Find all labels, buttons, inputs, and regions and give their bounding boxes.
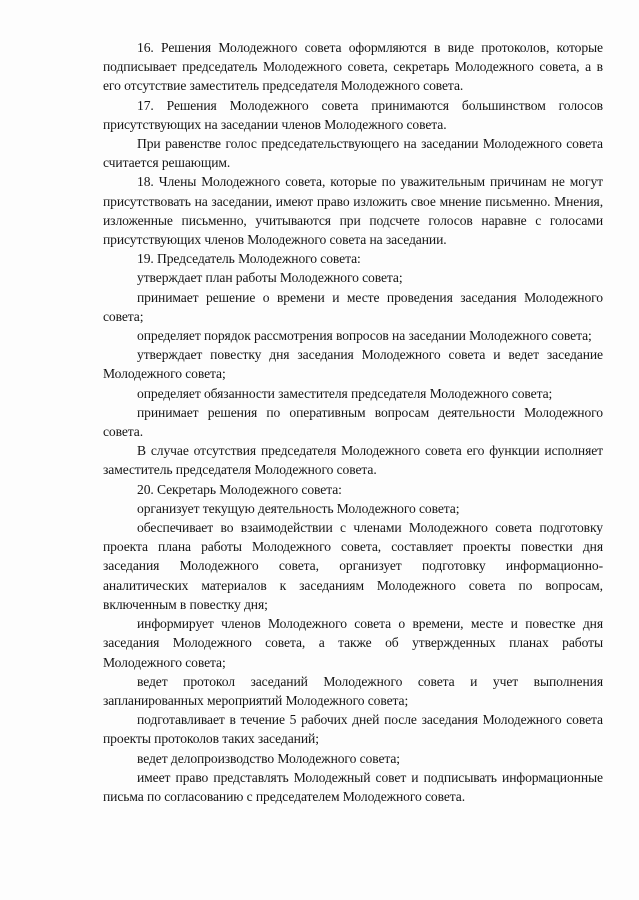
chairman-duty-2: принимает решение о времени и месте проведения заседания Молодежного совета; [103,289,603,324]
paragraph-17-tie-vote: При равенстве голос председательствующего на заседании Молодежного совета считается решающим. [103,136,603,171]
secretary-duty-6: ведет делопроизводство Молодежного совета; [137,750,400,766]
document-body [103,38,603,806]
secretary-duty-1: организует текущую деятельность Молодежного совета; [137,500,460,516]
chairman-duty-5: определяет обязанности заместителя председателя Молодежного совета; [137,385,553,401]
chairman-duty-4: утверждает повестку дня заседания Молодежного совета и ведет заседание Молодежного совета; [103,347,603,382]
chairman-duty-3: определяет порядок рассмотрения вопросов на заседании Молодежного совета; [137,328,592,344]
secretary-duty-3: информирует членов Молодежного совета о времени, месте и повестке дня заседания Молодежного совета, а также об утвержденных планах работы Молодежного совета; [103,616,603,670]
secretary-duty-2: обеспечивает во взаимодействии с членами Молодежного совета подготовку проекта плана работы Молодежного совета, составляет проекты повестки дня заседания Молодежного совета, организует подготовку информационно-аналитических материалов к заседаниям Молодежного совета по вопросам, включенным в повестку дня; [103,520,603,612]
secretary-duty-7: имеет право представлять Молодежный совет и подписывать информационные письма по согласованию с председателем Молодежного совета. [103,769,603,804]
chairman-duty-1: утверждает план работы Молодежного совета; [137,270,403,286]
chairman-absence-note: В случае отсутствия председателя Молодежного совета его функции исполняет заместитель председателя Молодежного совета. [103,443,603,478]
paragraph-17: 17. Решения Молодежного совета принимаются большинством голосов присутствующих на заседании членов Молодежного совета. [103,97,603,132]
secretary-duty-4: ведет протокол заседаний Молодежного совета и учет выполнения запланированных мероприятий Молодежного совета; [103,673,603,708]
paragraph-18: 18. Члены Молодежного совета, которые по уважительным причинам не могут присутствовать на заседании, имеют право изложить свое мнение письменно. Мнения, изложенные письменно, учитываются при подсчете голосов наравне с голосами присутствующих членов Молодежного совета на заседании. [103,174,603,248]
paragraph-19-heading: 19. Председатель Молодежного совета: [137,251,361,267]
chairman-duty-6: принимает решения по оперативным вопросам деятельности Молодежного совета. [103,404,603,440]
paragraph-20-heading: 20. Секретарь Молодежного совета: [137,481,342,497]
secretary-duty-5: подготавливает в течение 5 рабочих дней после заседания Молодежного совета проекты протоколов таких заседаний; [103,712,603,747]
paragraph-16: 16. Решения Молодежного совета оформляются в виде протоколов, которые подписывает председатель Молодежного совета, секретарь Молодежного совета, а в его отсутствие заместитель председателя Молодежного совета. [103,40,603,94]
